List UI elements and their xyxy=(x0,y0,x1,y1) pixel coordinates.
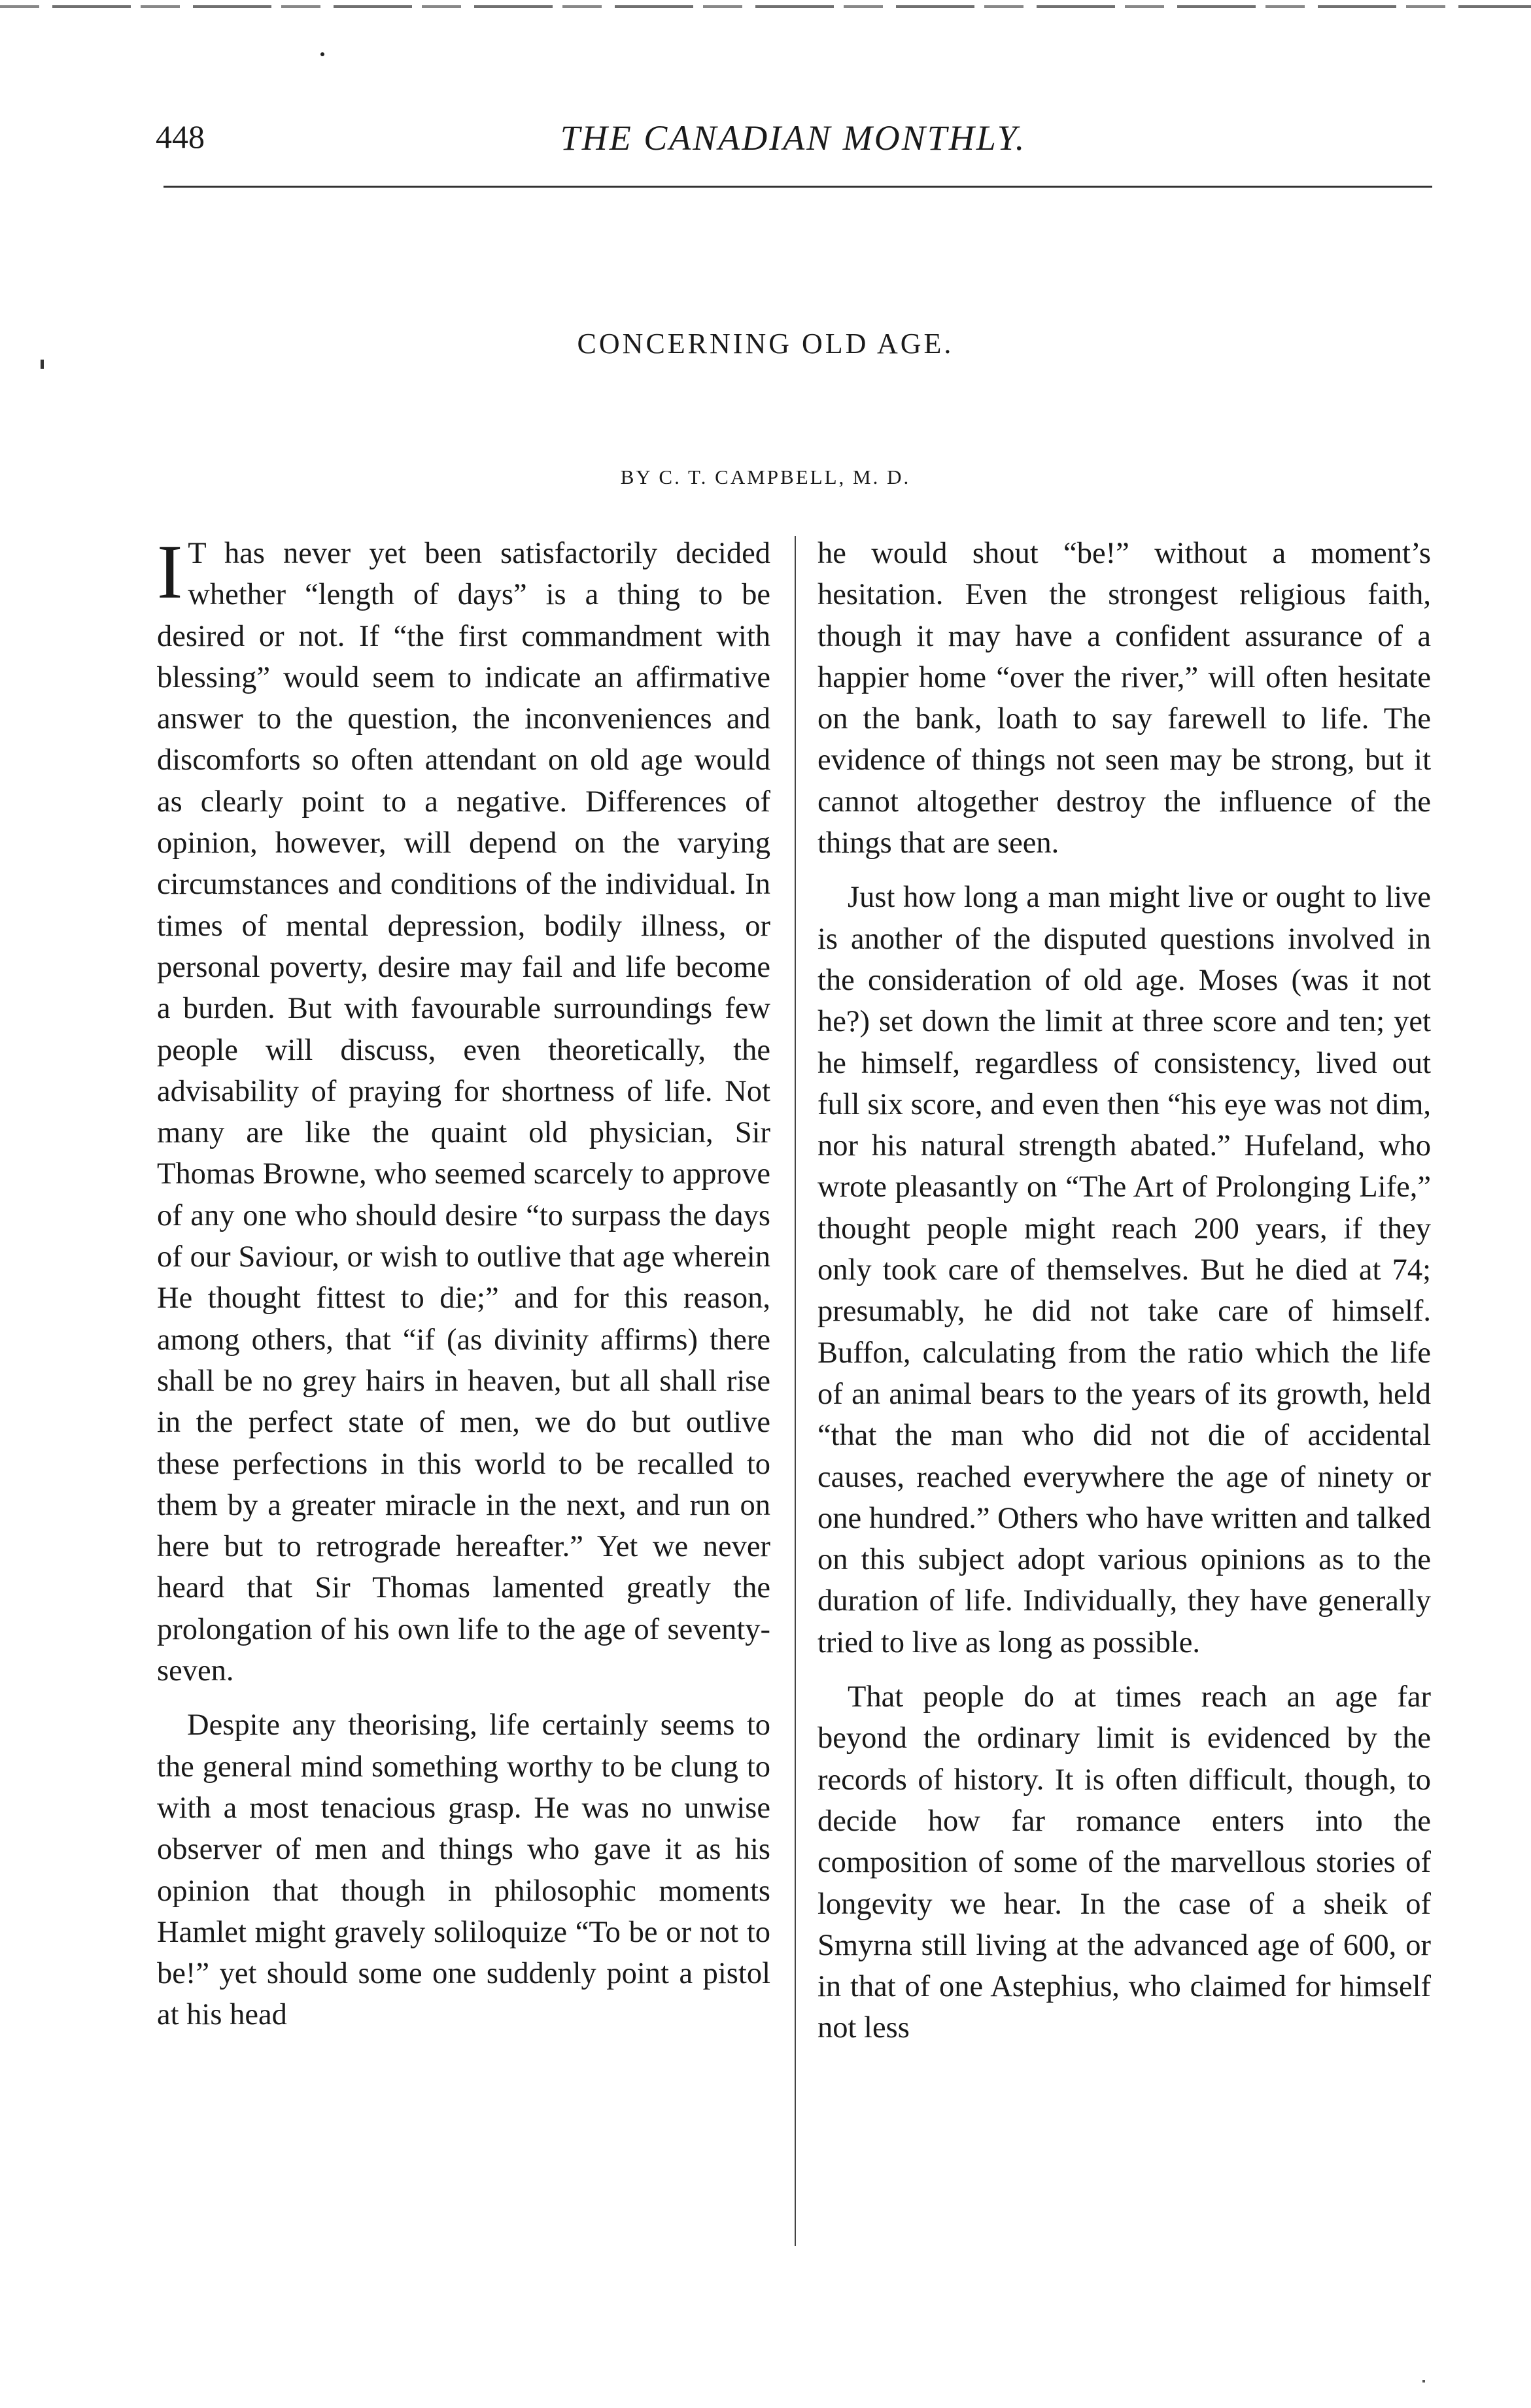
scan-speck xyxy=(41,360,44,369)
left-column xyxy=(157,533,770,2246)
paragraph: Just how long a man might live or ought to live is another of the disputed questions involved in the consideration of old age. Moses (was it not he?) set down the limit at three score and ten; yet he himself, regardless of consistency, lived out full six score, and even then “his eye was not dim, nor his natural strength abated.” Hufeland, who wrote pleasantly on “The Art of Prolonging Life,” thought people might reach 200 years, if they only took care of themselves. But he died at 74; presumably, he did not take care of himself. Buffon, calculating from the ratio which the life of an animal bears to the years of its growth, held “that the man who did not die of accidental causes, reached everywhere the age of ninety or one hundred.” Others who have written and talked on this subject adopt various opinions as to the duration of life. Individually, they have generally tried to live as long as possible. xyxy=(817,881,1431,1659)
paragraph xyxy=(157,533,770,1691)
article-title: CONCERNING OLD AGE. xyxy=(577,328,954,360)
scan-artifact-line xyxy=(0,5,1531,8)
journal-title: THE CANADIAN MONTHLY. xyxy=(560,118,1027,158)
paragraph: That people do at times reach an age far beyond the ordinary limit is evidenced by the records of history. It is often difficult, though, to decide how far romance enters into the composition of some of the marvellous stories of longevity we hear. In the case of a sheik of Smyrna still living at the advanced age of 600, or in that of one Astephius, who claimed for himself not less xyxy=(817,1680,1431,2045)
scan-speck xyxy=(320,52,324,56)
article-byline: BY C. T. CAMPBELL, M. D. xyxy=(620,466,911,488)
column-divider xyxy=(795,536,796,2246)
drop-cap: I xyxy=(157,533,183,615)
right-column xyxy=(817,533,1431,2246)
paragraph: Despite any theorising, life certainly seems to the general mind something worthy to be clung to with a most tenacious grasp. He was no unwise observer of men and things who gave it as his opinion that though in philosophic moments Hamlet might gravely soliloquize “To be or not to be!” yet should some one suddenly point a pistol at his head xyxy=(157,1708,770,2032)
scan-speck xyxy=(1422,2380,1425,2383)
paragraph: he would shout “be!” without a moment’s hesitation. Even the strongest religious faith, though it may have a confident assurance of a happier home “over the river,” will often hesitate on the bank, loath to say farewell to life. The evidence of things not seen may be strong, but it cannot altogether destroy the influence of the things that are seen. xyxy=(817,537,1431,860)
paragraph-text: T has never yet been satisfactorily decided whether “length of days” is a thing to be desired or not. If “the first commandment with blessing” would seem to indicate an affirmative answer to the question, the inconveniences and discomforts so often attendant on old age would as clearly point to a negative. Differences of opinion, however, will depend on the varying circumstances and conditions of the individual. In times of mental depression, bodily illness, or personal poverty, desire may fail and life become a burden. But with favourable surroundings few people will discuss, even theoretically, the advisability of praying for shortness of life. Not many are like the quaint old physician, Sir Thomas Browne, who seemed scarcely to approve of any one who should desire “to surpass the days of our Saviour, or wish to outlive that age wherein He thought fittest to die;” and for this reason, among others, that “if (as divinity affirms) there shall be no grey hairs in heaven, but all shall rise in the perfect state of men, we do but outlive these perfections in this world to be recalled to them by a greater miracle in the next, and run on here but to retrograde hereafter.” Yet we never heard that Sir Thomas lamented greatly the prolongation of his own life to the age of seventy-seven. xyxy=(157,537,770,1688)
page-number: 448 xyxy=(156,118,205,155)
running-head xyxy=(156,118,1431,170)
header-rule xyxy=(163,186,1432,188)
